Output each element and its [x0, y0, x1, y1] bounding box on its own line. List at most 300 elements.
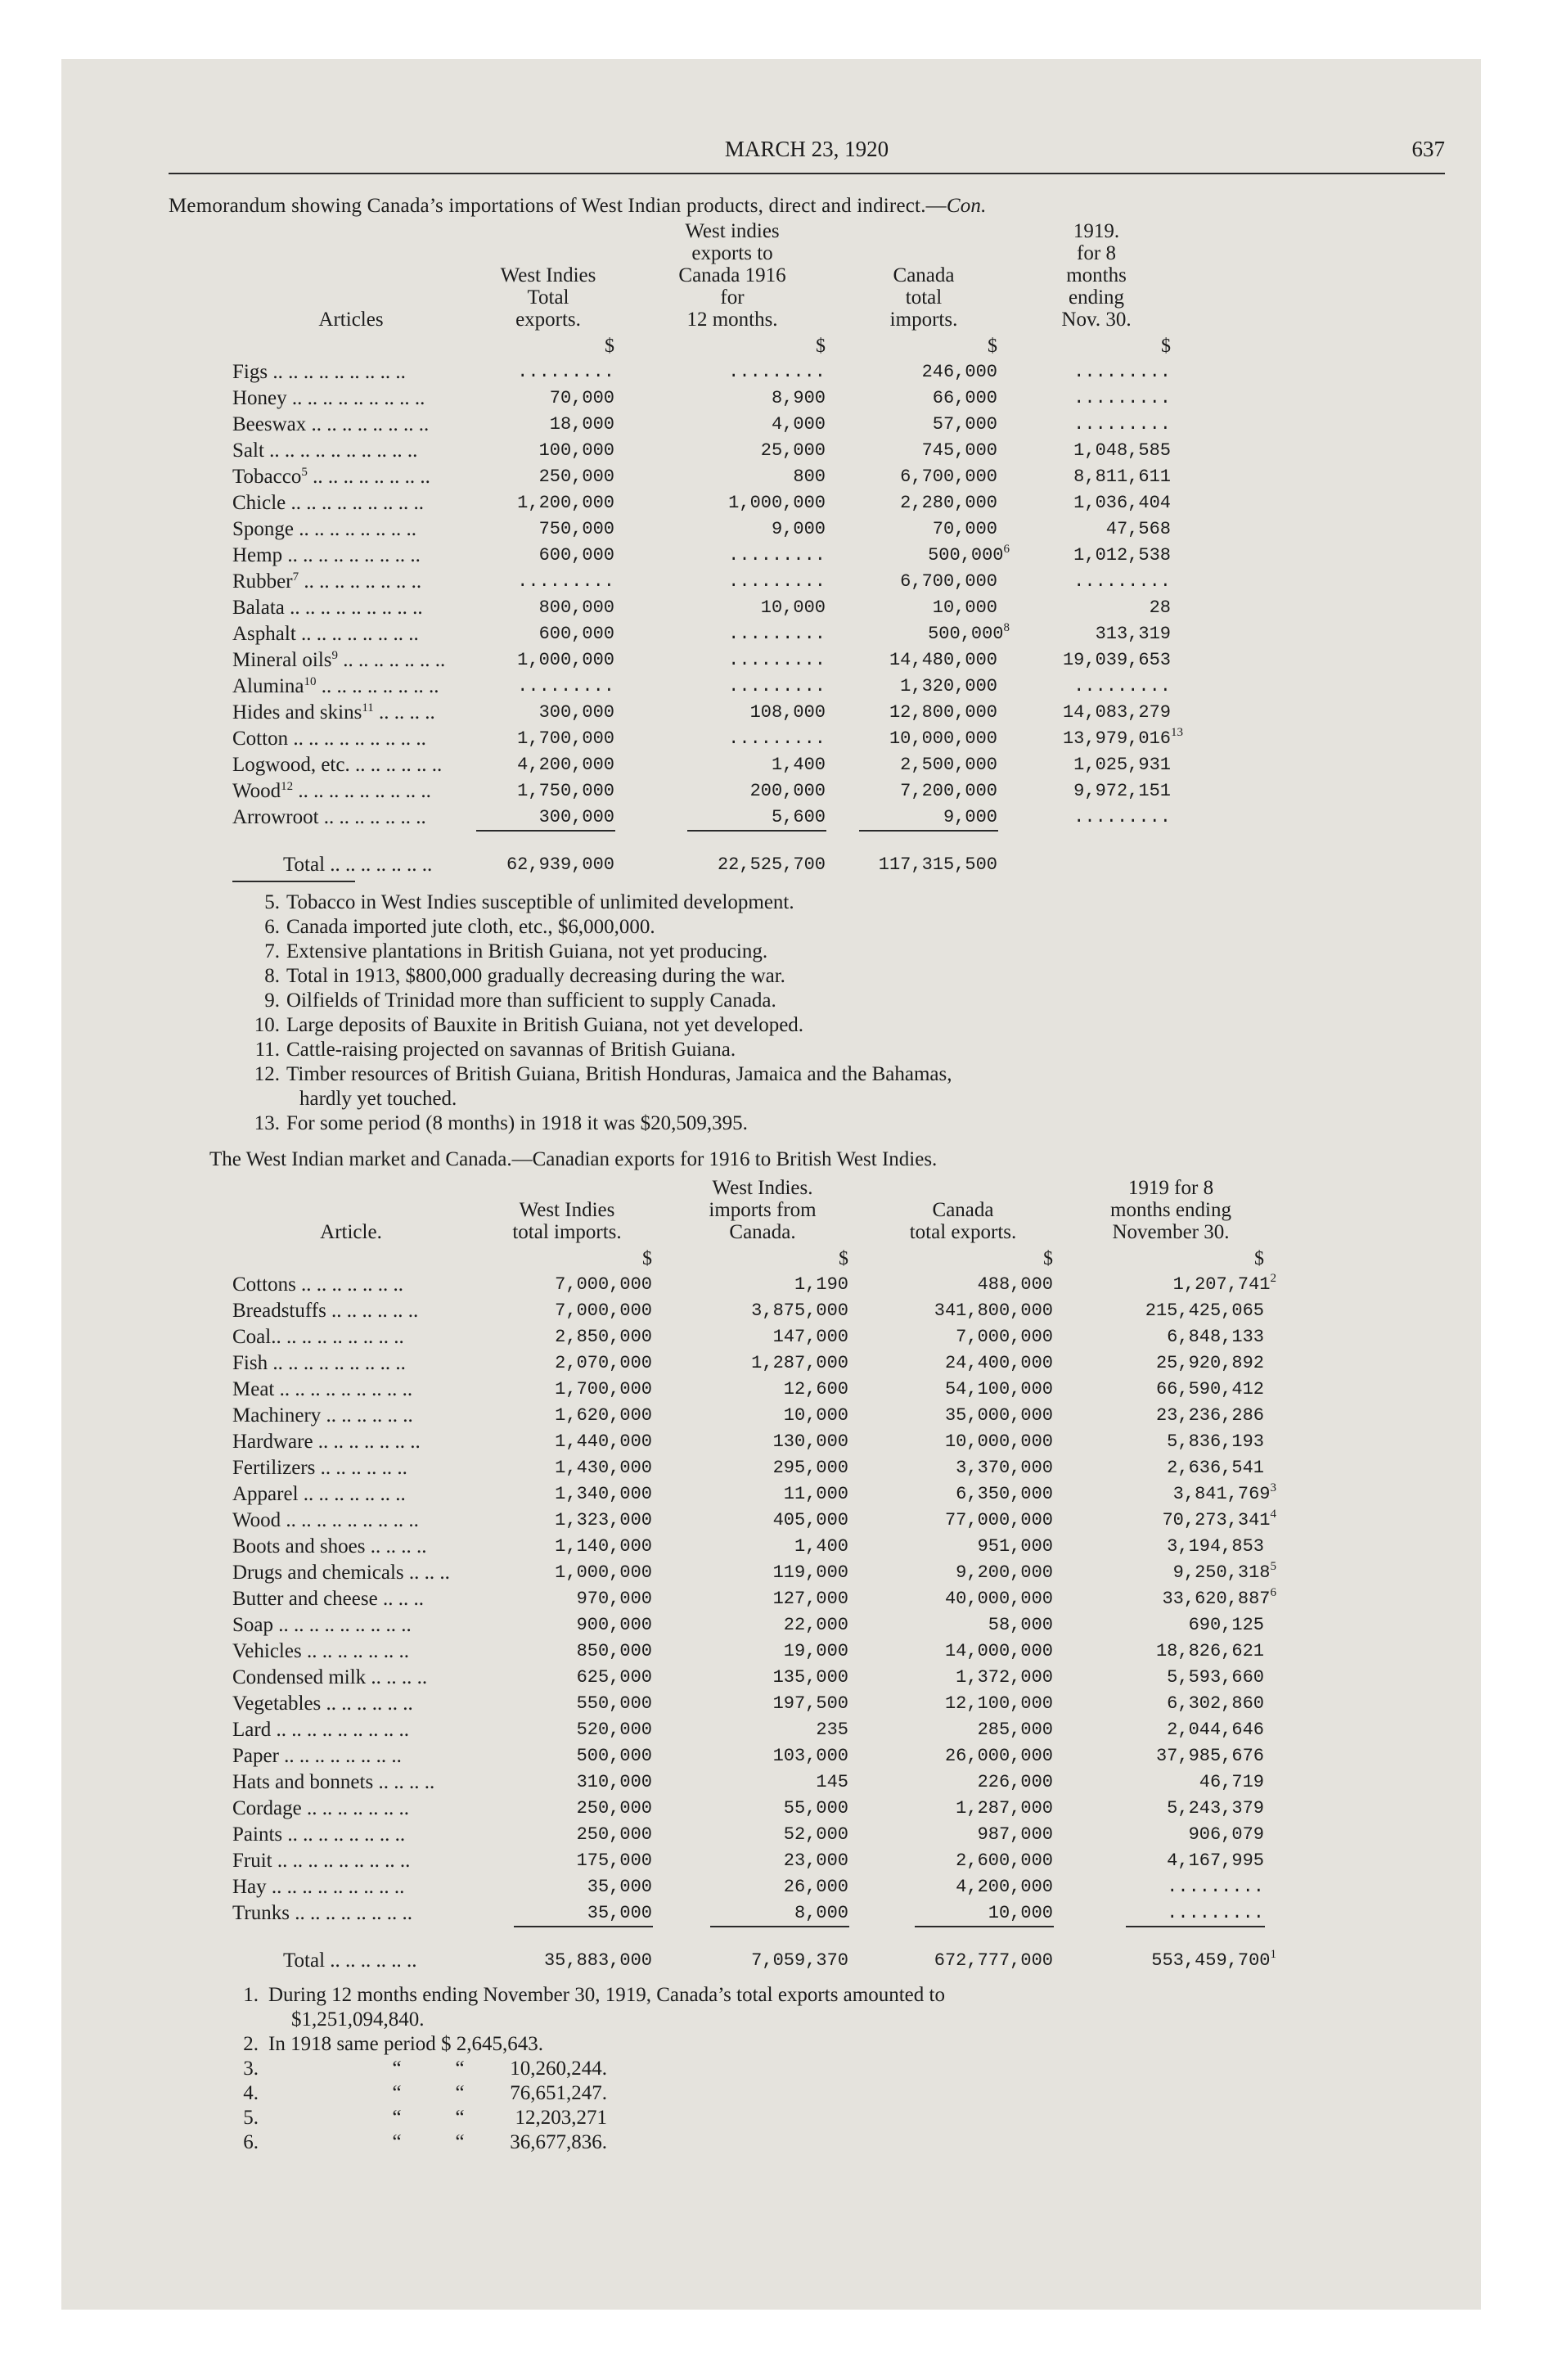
article-name: Cordage .. .. .. .. .. .. .. — [232, 1797, 409, 1819]
table1.rows-value: 2,280,000 — [900, 493, 997, 513]
table2-article-cell — [232, 1873, 470, 1900]
table2-article-cell — [232, 1900, 470, 1926]
ditto-mark: “ — [455, 2082, 465, 2104]
table2.rows-cell-v3 — [861, 1323, 1065, 1350]
table2.rows-value: 197,500 — [772, 1693, 848, 1714]
footnote-ref: 8 — [1003, 621, 1010, 634]
table1.rows-cell-v3 — [838, 804, 1010, 830]
empty-cell — [1183, 331, 1460, 358]
article-name: Cottons .. .. .. .. .. .. .. — [232, 1273, 404, 1296]
footnote-text: Oilfields of Trinidad more than sufficient to supply Canada. — [286, 989, 776, 1012]
table2.rows-cell-v3 — [861, 1533, 1065, 1559]
article-name: Hides and skins — [232, 701, 362, 723]
table2.rows-value: 250,000 — [576, 1798, 652, 1819]
table1.rows-value: 108,000 — [749, 702, 826, 723]
table2-article-cell — [232, 1611, 470, 1638]
table1.rows-value: 1,036,404 — [1073, 493, 1171, 513]
empty-cell — [1276, 1585, 1481, 1611]
empty-cell — [1183, 751, 1460, 778]
table2-article-cell — [232, 1297, 470, 1323]
empty-cell — [1183, 699, 1460, 725]
empty-cell — [1276, 1742, 1481, 1769]
empty-cell — [232, 1926, 470, 1936]
table2-row — [232, 1900, 1481, 1926]
table2.rows-value: 10,000,000 — [944, 1431, 1053, 1452]
table2.rows-cell-v2 — [664, 1873, 861, 1900]
table1.rows-cell-v2 — [627, 385, 838, 411]
article-name: Alumina — [232, 675, 304, 697]
footnote-number: 5. — [243, 2107, 259, 2129]
table1.rows-value: 246,000 — [921, 362, 997, 382]
table2.rows-cell-v4 — [1065, 1402, 1276, 1428]
table2.rows-value: 310,000 — [576, 1772, 652, 1792]
table2.rows-cell-v3 — [861, 1559, 1065, 1585]
article-name: Apparel .. .. .. .. .. .. .. — [232, 1483, 406, 1505]
table2.rows-cell-v4 — [1065, 1821, 1276, 1847]
table2.rows-value: 6,350,000 — [956, 1484, 1053, 1504]
table2.rows-cell-v4 — [1065, 1690, 1276, 1716]
running-header — [169, 137, 1445, 169]
table2.rows-value: 46,719 — [1199, 1772, 1264, 1792]
table1.rows-value: ......... — [517, 676, 614, 696]
empty-cell — [1276, 1769, 1481, 1795]
footnote-text: Canada imported jute cloth, etc., $6,000,000. — [286, 916, 655, 938]
table1.rows-value: ......... — [728, 571, 826, 592]
table2-row — [232, 1664, 1481, 1690]
empty-cell — [1276, 1638, 1481, 1664]
empty-cell — [1276, 1847, 1481, 1873]
table2.rows-value: 19,000 — [783, 1641, 848, 1661]
table1.rows-value: 1,320,000 — [900, 676, 997, 696]
table1.rows-cell-v1 — [470, 594, 627, 620]
table1-article-cell — [232, 725, 470, 751]
table2.rows-cell-v2 — [664, 1271, 861, 1297]
table1-cell-v4 — [1010, 840, 1183, 877]
footnote-number: 7. — [264, 940, 280, 962]
table2.rows-value: 235 — [816, 1720, 848, 1740]
table2.rows-value: 520,000 — [576, 1720, 652, 1740]
footnote — [169, 2081, 1445, 2106]
table2.rows-value: 500,000 — [576, 1746, 652, 1766]
table2-value: 7,059,370 — [751, 1950, 848, 1971]
table2.rows-value: 23,000 — [783, 1850, 848, 1871]
table2.rows-value: 690,125 — [1188, 1615, 1264, 1635]
table2.rows-cell-v1 — [470, 1481, 664, 1507]
table1-article-cell — [232, 594, 470, 620]
table2-article-cell — [232, 1769, 470, 1795]
footnote — [169, 1013, 1445, 1038]
table2-col-header-line: total imports. — [512, 1221, 622, 1243]
table1-row — [232, 751, 1460, 778]
article-name: Paints .. .. .. .. .. .. .. .. — [232, 1823, 406, 1846]
table1.rows-cell-v1 — [470, 804, 627, 830]
article-name: Fruit .. .. .. .. .. .. .. .. .. — [232, 1850, 411, 1872]
empty-cell — [1183, 437, 1460, 463]
table2-cell-v3 — [861, 1936, 1065, 1973]
table2.rows-cell-v2 — [664, 1769, 861, 1795]
page-number: 637 — [1411, 137, 1445, 161]
table2-row — [232, 1873, 1481, 1900]
table2.rows-cell-v4 — [1065, 1664, 1276, 1690]
table2.rows-cell-v2 — [664, 1297, 861, 1323]
table2.rows-cell-v1 — [470, 1350, 664, 1376]
empty-cell — [1276, 1454, 1481, 1481]
table1-col-header-line: West Indies — [500, 264, 596, 286]
table2.rows-value: 951,000 — [977, 1536, 1053, 1557]
table1-col-header-line: exports. — [515, 309, 581, 331]
table2-row — [232, 1402, 1481, 1428]
footnote-text: During 12 months ending November 30, 1919, Canada’s total exports amounted to — [268, 1984, 945, 2006]
table2.rows-value: 103,000 — [772, 1746, 848, 1766]
table2.rows-cell-v3 — [861, 1690, 1065, 1716]
table2.rows-cell-v3 — [861, 1795, 1065, 1821]
table1-row — [232, 489, 1460, 516]
table2-spacer-col — [1276, 1177, 1481, 1243]
dollar-sign-text: $ — [642, 1248, 652, 1269]
table1.rows-value: 1,400 — [771, 755, 826, 775]
table2-dollar-sign — [1065, 1243, 1276, 1271]
footnote-text: Total in 1913, $800,000 gradually decreasing during the war. — [286, 965, 785, 987]
dollar-sign-text: $ — [1254, 1248, 1264, 1269]
table2-col-header-4 — [1065, 1177, 1276, 1243]
table1.rows-value: ......... — [728, 545, 826, 566]
table1-row — [232, 594, 1460, 620]
table2-article-cell — [232, 1376, 470, 1402]
table2.rows-cell-v2 — [664, 1376, 861, 1402]
footnote-text: Tobacco in West Indies susceptible of unlimited development. — [286, 891, 794, 913]
table2-col-header-line: Article. — [320, 1221, 382, 1243]
table1.rows-cell-v1 — [470, 516, 627, 542]
sum-rule — [476, 830, 615, 832]
table1.rows-value: 313,319 — [1095, 624, 1171, 644]
table2-article-cell — [232, 1559, 470, 1585]
table1.rows-cell-v3 — [838, 778, 1010, 804]
table1.rows-value: 500,000 — [928, 545, 1004, 566]
table1.rows-value: 66,000 — [932, 388, 997, 408]
table1.rows-value: 1,700,000 — [517, 728, 614, 749]
article-name: Vehicles .. .. .. .. .. .. .. — [232, 1640, 409, 1662]
table2.rows-cell-v4 — [1065, 1454, 1276, 1481]
footnote-number: 8. — [264, 965, 280, 987]
table2-article-cell — [232, 1742, 470, 1769]
footnote-ditto-line — [259, 2106, 1445, 2130]
table2.rows-cell-v3 — [861, 1900, 1065, 1926]
table1.rows-cell-v4 — [1010, 594, 1183, 620]
table1-dollar-sign — [838, 331, 1010, 358]
table2.rows-value: 1,207,741 — [1172, 1274, 1271, 1295]
table2-article-cell — [232, 1323, 470, 1350]
article-name: Fertilizers .. .. .. .. .. .. — [232, 1457, 407, 1479]
table2.rows-value: 285,000 — [977, 1720, 1053, 1740]
table2.rows-value: 1,287,000 — [751, 1353, 848, 1373]
ditto-mark: “ — [392, 2131, 402, 2153]
table1-row — [232, 358, 1460, 385]
table2.rows-value: 1,700,000 — [555, 1379, 652, 1400]
table2.rows-cell-v2 — [664, 1454, 861, 1481]
table2.rows-value: 1,372,000 — [956, 1667, 1053, 1688]
table1.rows-cell-v4 — [1010, 358, 1183, 385]
table2-total-row — [232, 1936, 1481, 1973]
table2-col-header-line: West Indies. — [712, 1177, 813, 1199]
table2.rows-value: 66,590,412 — [1155, 1379, 1264, 1400]
table2.rows-cell-v1 — [470, 1559, 664, 1585]
table2.rows-value: 33,620,887 — [1162, 1589, 1271, 1609]
table1-article-cell — [232, 489, 470, 516]
table2.rows-cell-v4 — [1065, 1742, 1276, 1769]
empty-cell — [1276, 1243, 1481, 1271]
table1.rows-value: 28 — [1149, 597, 1171, 618]
table2.rows-cell-v3 — [861, 1402, 1065, 1428]
table1-col-header-line: imports. — [889, 309, 958, 331]
table2-article-cell — [232, 1533, 470, 1559]
table1.rows-value: 18,000 — [549, 414, 614, 435]
table2.rows-value: 3,370,000 — [956, 1458, 1053, 1478]
table1.rows-value: 300,000 — [538, 702, 614, 723]
table2.rows-cell-v1 — [470, 1376, 664, 1402]
table2-cell-v1 — [470, 1936, 664, 1973]
table2.rows-value: 127,000 — [772, 1589, 848, 1609]
footnote — [169, 1983, 1445, 2032]
table1-col-header-line: Canada — [893, 264, 955, 286]
footnote — [169, 964, 1445, 989]
exports-table-header — [232, 1177, 1481, 1243]
table1.rows-cell-v4 — [1010, 411, 1183, 437]
table1.rows-value: 7,200,000 — [900, 781, 997, 801]
footnote-ref: 9 — [331, 649, 339, 662]
table2.rows-value: 26,000,000 — [944, 1746, 1053, 1766]
table1.rows-cell-v4 — [1010, 542, 1183, 568]
footnote-ref: 2 — [1270, 1272, 1276, 1285]
article-name: Paper .. .. .. .. .. .. .. .. — [232, 1745, 402, 1767]
table2.rows-cell-v1 — [470, 1297, 664, 1323]
table1.rows-cell-v2 — [627, 489, 838, 516]
table1.rows-cell-v1 — [470, 489, 627, 516]
table1.rows-value: 13,979,016 — [1062, 728, 1171, 749]
table2.rows-value: 5,243,379 — [1167, 1798, 1264, 1819]
table1.rows-cell-v2 — [627, 778, 838, 804]
table1.rows-cell-v2 — [627, 594, 838, 620]
ditto-mark: “ — [455, 2107, 465, 2129]
table2.rows-value: 35,000 — [587, 1903, 652, 1923]
article-name: Tobacco — [232, 466, 302, 488]
table2.rows-value: 10,000 — [988, 1903, 1053, 1923]
table1.rows-cell-v1 — [470, 411, 627, 437]
table2.rows-value: 2,044,646 — [1167, 1720, 1264, 1740]
table2.rows-cell-v1 — [470, 1821, 664, 1847]
table2.rows-cell-v3 — [861, 1428, 1065, 1454]
table1-row — [232, 463, 1460, 489]
table2-cell-v2 — [664, 1936, 861, 1973]
table2.rows-cell-v2 — [664, 1481, 861, 1507]
table1-row — [232, 411, 1460, 437]
table2.rows-cell-v1 — [470, 1402, 664, 1428]
article-leader-dots: .. .. .. .. — [373, 701, 435, 723]
table2-col-header-line: November 30. — [1112, 1221, 1230, 1243]
table1-footnotes — [169, 890, 1445, 1136]
footnote-ref: 6 — [1270, 1586, 1276, 1599]
table1-dollar-sign — [627, 331, 838, 358]
table2.rows-cell-v1 — [470, 1533, 664, 1559]
table2.rows-cell-v1 — [470, 1873, 664, 1900]
footnote — [169, 2057, 1445, 2081]
table2.rows-value: 405,000 — [772, 1510, 848, 1530]
empty-cell — [1183, 568, 1460, 594]
table2.rows-cell-v3 — [861, 1638, 1065, 1664]
table2.rows-cell-v4 — [1065, 1350, 1276, 1376]
table1.rows-cell-v3 — [838, 673, 1010, 699]
table2-col-header-line: West Indies — [519, 1199, 615, 1221]
empty-cell — [1183, 673, 1460, 699]
article-name: Vegetables .. .. .. .. .. .. — [232, 1693, 413, 1715]
table2.rows-cell-v3 — [861, 1507, 1065, 1533]
table2.rows-value: 226,000 — [977, 1772, 1053, 1792]
table2-article-cell — [232, 1847, 470, 1873]
table1-article-cell — [232, 385, 470, 411]
article-name: Soap .. .. .. .. .. .. .. .. .. — [232, 1614, 412, 1636]
table1.rows-cell-v1 — [470, 751, 627, 778]
table2-row — [232, 1716, 1481, 1742]
table1.rows-value: 1,025,931 — [1073, 755, 1171, 775]
empty-cell — [1183, 830, 1460, 840]
table1.rows-cell-v1 — [470, 673, 627, 699]
table1.rows-cell-v2 — [627, 516, 838, 542]
table1-dollar-sign — [470, 331, 627, 358]
table2-row — [232, 1507, 1481, 1533]
table2.rows-cell-v3 — [861, 1611, 1065, 1638]
table2.rows-cell-v1 — [470, 1611, 664, 1638]
table1-row — [232, 568, 1460, 594]
table2-sum-rule-cell — [1065, 1926, 1276, 1936]
empty-cell — [1183, 840, 1460, 877]
table2-article-cell — [232, 1821, 470, 1847]
table2.rows-value: 2,600,000 — [956, 1850, 1053, 1871]
table2-dollar-sign — [470, 1243, 664, 1271]
table2.rows-value: 9,200,000 — [956, 1562, 1053, 1583]
empty-cell — [1276, 1873, 1481, 1900]
table1.rows-value: 25,000 — [760, 440, 826, 461]
table1-row — [232, 516, 1460, 542]
empty-cell — [1183, 804, 1460, 830]
empty-cell — [232, 331, 470, 358]
table2-article-cell — [232, 1664, 470, 1690]
table1.rows-value: 100,000 — [538, 440, 614, 461]
table1.rows-cell-v2 — [627, 463, 838, 489]
table2-row — [232, 1376, 1481, 1402]
table1-row — [232, 725, 1460, 751]
empty-cell — [1276, 1664, 1481, 1690]
table1-dollar-sign — [1010, 331, 1183, 358]
table1.rows-cell-v4 — [1010, 673, 1183, 699]
table1.rows-value: 9,972,151 — [1073, 781, 1171, 801]
table2.rows-cell-v2 — [664, 1507, 861, 1533]
table2-row — [232, 1428, 1481, 1454]
table2-dollar-sign — [664, 1243, 861, 1271]
footnote-text: Cattle-raising projected on savannas of British Guiana. — [286, 1039, 736, 1061]
footnote-number: 2. — [243, 2033, 259, 2055]
ditto-mark: “ — [392, 2058, 402, 2080]
table2.rows-value: 25,920,892 — [1155, 1353, 1264, 1373]
table1.rows-value: ......... — [517, 362, 614, 382]
table2.rows-cell-v1 — [470, 1900, 664, 1926]
table1.rows-cell-v3 — [838, 620, 1010, 647]
table2.rows-value: ......... — [1167, 1877, 1264, 1897]
table1.rows-value: 1,000,000 — [517, 650, 614, 670]
table1-value: 62,939,000 — [506, 854, 614, 875]
table1.rows-cell-v3 — [838, 385, 1010, 411]
footnote-ref: 5 — [301, 466, 308, 479]
table2.rows-cell-v4 — [1065, 1900, 1276, 1926]
table1.rows-value: ......... — [728, 728, 826, 749]
table1.rows-cell-v1 — [470, 542, 627, 568]
table2-row — [232, 1350, 1481, 1376]
table2.rows-value: 3,841,769 — [1172, 1484, 1271, 1504]
footnote-ref: 3 — [1270, 1481, 1276, 1494]
table1.rows-cell-v1 — [470, 725, 627, 751]
page-content — [169, 137, 1445, 2155]
table1.rows-cell-v3 — [838, 699, 1010, 725]
footnote-number: 9. — [264, 989, 280, 1012]
table1.rows-cell-v2 — [627, 647, 838, 673]
table1-article-cell — [232, 778, 470, 804]
table1-row — [232, 673, 1460, 699]
table1.rows-cell-v1 — [470, 463, 627, 489]
table2.rows-cell-v3 — [861, 1847, 1065, 1873]
footnote-number: 12. — [254, 1063, 280, 1085]
table2.rows-cell-v4 — [1065, 1271, 1276, 1297]
footnote-ref: 1 — [1270, 1948, 1276, 1961]
article-name: Wood — [232, 780, 281, 802]
table1.rows-value: 4,000 — [771, 414, 826, 435]
table1.rows-value: 1,048,585 — [1073, 440, 1171, 461]
table1.rows-cell-v3 — [838, 542, 1010, 568]
table2.rows-cell-v2 — [664, 1533, 861, 1559]
table1.rows-cell-v1 — [470, 699, 627, 725]
table1.rows-cell-v1 — [470, 358, 627, 385]
table1.rows-cell-v1 — [470, 778, 627, 804]
table2.rows-cell-v2 — [664, 1742, 861, 1769]
footnote-ref: 12 — [281, 780, 294, 793]
table1.rows-cell-v2 — [627, 620, 838, 647]
table2-article-cell — [232, 1638, 470, 1664]
article-name: Cotton .. .. .. .. .. .. .. .. .. — [232, 728, 426, 750]
table1-article-cell — [232, 620, 470, 647]
article-leader-dots: .. .. .. .. .. .. .. .. — [299, 570, 422, 593]
table1-article-cell — [232, 516, 470, 542]
table2.rows-cell-v2 — [664, 1611, 861, 1638]
table2-caption: The West Indian market and Canada.—Canadian exports for 1916 to British West Indies. — [209, 1148, 938, 1170]
table1.rows-cell-v4 — [1010, 725, 1183, 751]
table1-row — [232, 778, 1460, 804]
empty-cell — [1276, 1936, 1481, 1973]
table2.rows-value: 1,430,000 — [555, 1458, 652, 1478]
table2.rows-value: 1,400 — [794, 1536, 848, 1557]
table2.rows-value: 4,200,000 — [956, 1877, 1053, 1897]
table1-article-cell — [232, 673, 470, 699]
table1-cell-v2 — [627, 840, 838, 877]
table2.rows-value: 11,000 — [783, 1484, 848, 1504]
sum-rule — [687, 830, 826, 832]
footnote-ref: 7 — [292, 570, 299, 584]
table1-article-cell — [232, 751, 470, 778]
empty-cell — [1183, 725, 1460, 751]
table1-value: 22,525,700 — [717, 854, 826, 875]
table2.rows-value: 145 — [816, 1772, 848, 1792]
article-name: Butter and cheese .. .. .. — [232, 1588, 424, 1610]
table2.rows-cell-v1 — [470, 1847, 664, 1873]
table1-article-cell — [232, 358, 470, 385]
table1.rows-value: 8,811,611 — [1073, 467, 1171, 487]
footnote-rule — [232, 881, 355, 882]
